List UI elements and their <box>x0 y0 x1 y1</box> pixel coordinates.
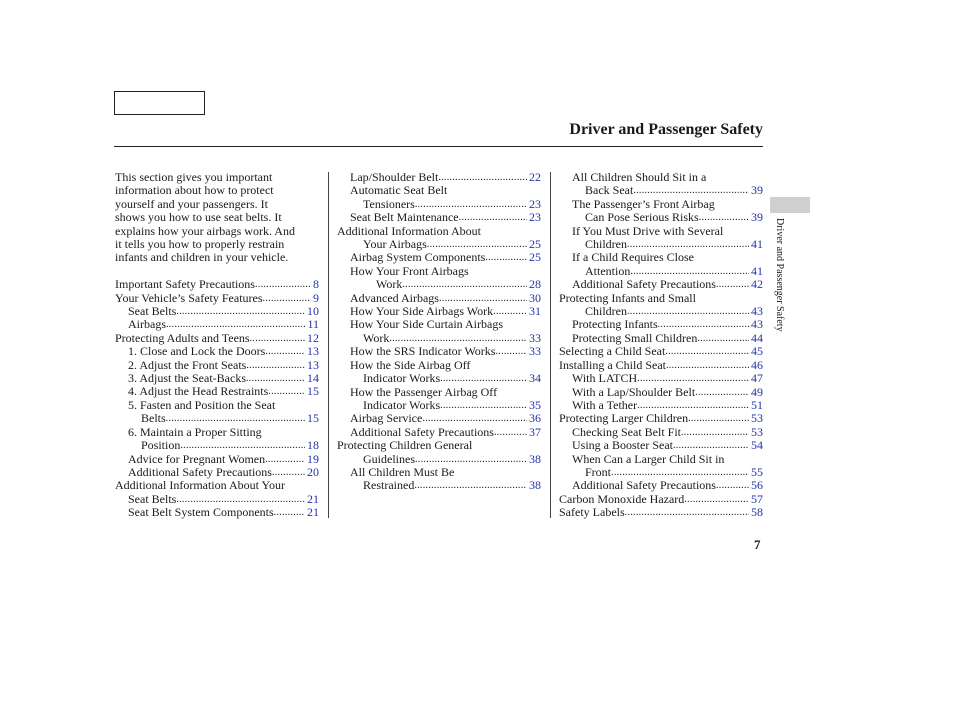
page-link[interactable]: 33 <box>529 330 541 345</box>
intro-line: infants and children in your vehicle. <box>115 250 289 265</box>
toc-entry-heading: Automatic Seat Belt <box>350 183 448 198</box>
dot-leader <box>630 265 749 278</box>
intro-line: it tells you how to properly restrain <box>115 237 285 252</box>
page-link[interactable]: 34 <box>529 371 541 386</box>
dot-leader <box>665 345 749 358</box>
page-link[interactable]: 8 <box>313 277 319 292</box>
toc-entry-heading: How the Side Airbag Off <box>350 357 471 372</box>
page-link[interactable]: 11 <box>307 317 319 332</box>
toc-entry-title: Can Pose Serious Risks <box>585 210 699 225</box>
dot-leader <box>440 399 527 412</box>
toc-entry-title: Work <box>376 277 403 292</box>
page-link[interactable]: 13 <box>307 344 319 359</box>
toc-entry-title: How the SRS Indicator Works <box>350 344 496 359</box>
page-link[interactable]: 31 <box>529 304 541 319</box>
toc-entry-heading: 5. Fasten and Position the Seat <box>128 397 276 412</box>
section-tab[interactable] <box>770 197 810 213</box>
intro-line: This section gives you important <box>115 170 273 184</box>
page-link[interactable]: 21 <box>307 505 319 520</box>
page-link[interactable]: 49 <box>751 384 763 399</box>
toc-entry-title: Additional Safety Precautions <box>350 424 494 439</box>
page-link[interactable]: 54 <box>751 438 763 453</box>
dot-leader <box>658 318 749 331</box>
toc-entry-title: With a Tether <box>572 397 638 412</box>
intro-line: explains how your airbags work. And <box>115 223 295 238</box>
toc-entry-title: Tensioners <box>363 196 415 211</box>
dot-leader <box>415 453 527 466</box>
intro-line: information about how to protect <box>115 183 274 198</box>
page-link[interactable]: 45 <box>751 344 763 359</box>
side-section-label: Driver and Passenger Safety <box>774 218 785 332</box>
toc-entry[interactable] <box>559 225 763 252</box>
toc-entry-title: Protecting Small Children <box>572 330 698 345</box>
toc-entry-title: Selecting a Child Seat <box>559 344 666 359</box>
toc-entry[interactable] <box>337 318 541 345</box>
page-link[interactable]: 25 <box>529 237 541 252</box>
column-divider <box>328 172 329 518</box>
toc-entry-title: 3. Adjust the Seat-Backs <box>128 371 246 386</box>
toc-entry-title: Airbag System Components <box>350 250 486 265</box>
page-link[interactable]: 39 <box>751 210 763 225</box>
page-link[interactable]: 30 <box>529 290 541 305</box>
dot-leader <box>637 372 749 385</box>
intro-line: shows you how to use seat belts. It <box>115 210 282 225</box>
toc-entry[interactable] <box>115 292 319 305</box>
page-link[interactable]: 42 <box>751 277 763 292</box>
dot-leader <box>180 439 305 452</box>
toc-entry[interactable] <box>337 466 541 493</box>
toc-entry-title: With a Lap/Shoulder Belt <box>572 384 696 399</box>
toc-entry[interactable] <box>559 171 763 198</box>
page-link[interactable]: 38 <box>529 451 541 466</box>
toc-column-1 <box>115 171 319 520</box>
page-link[interactable]: 55 <box>751 464 763 479</box>
page-link[interactable]: 37 <box>529 424 541 439</box>
toc-entry-title: Guidelines <box>363 451 415 466</box>
page-link[interactable]: 51 <box>751 397 763 412</box>
page-number: 7 <box>754 537 761 552</box>
dot-leader <box>459 211 527 224</box>
toc-entry[interactable] <box>115 359 319 372</box>
page-link[interactable]: 56 <box>751 478 763 493</box>
toc-entry-title: 4. Adjust the Head Restraints <box>128 384 269 399</box>
toc-entry[interactable] <box>115 332 319 345</box>
toc-entry[interactable] <box>559 453 763 480</box>
toc-entry[interactable] <box>559 292 763 319</box>
page-link[interactable]: 18 <box>307 438 319 453</box>
dot-leader <box>268 385 305 398</box>
toc-entry[interactable] <box>115 385 319 398</box>
toc-entry-heading: All Children Must Be <box>350 464 455 479</box>
toc-entry-title: Seat Belts <box>128 491 177 506</box>
toc-entry[interactable] <box>115 506 319 519</box>
toc-entry-title: Advice for Pregnant Women <box>128 451 266 466</box>
toc-entry-title: Lap/Shoulder Belt <box>350 170 439 184</box>
toc-entry[interactable] <box>337 345 541 358</box>
dot-leader <box>688 412 749 425</box>
toc-entry[interactable] <box>337 359 541 386</box>
toc-entry-heading: When Can a Larger Child Sit in <box>572 451 725 466</box>
toc-entry-title: Airbag Service <box>350 411 423 426</box>
toc-entry[interactable] <box>559 251 763 278</box>
dot-leader <box>627 305 749 318</box>
toc-entry[interactable] <box>337 225 541 252</box>
toc-entry-title: Your Vehicle’s Safety Features <box>115 290 263 305</box>
toc-entry-title: Protecting Adults and Teens <box>115 330 250 345</box>
toc-entry[interactable] <box>115 466 319 479</box>
toc-entry[interactable] <box>559 426 763 439</box>
dot-leader <box>493 305 527 318</box>
toc-entry-title: Installing a Child Seat <box>559 357 666 372</box>
dot-leader <box>637 399 749 412</box>
dot-leader <box>440 372 527 385</box>
toc-entry[interactable] <box>337 426 541 439</box>
toc-entry-title: With LATCH <box>572 371 638 386</box>
toc-entry-title: Additional Safety Precautions <box>128 464 272 479</box>
toc-entry-title: Children <box>585 237 627 252</box>
toc-entry[interactable] <box>559 372 763 385</box>
page-link[interactable]: 9 <box>313 290 319 305</box>
nav-box[interactable] <box>114 91 205 115</box>
dot-leader <box>699 211 749 224</box>
toc-entry-title: Additional Safety Precautions <box>572 478 716 493</box>
toc-entry-title: Your Airbags <box>363 237 427 252</box>
toc-entry[interactable] <box>337 211 541 224</box>
dot-leader <box>166 318 305 331</box>
header-rule <box>114 146 763 147</box>
toc-entry[interactable] <box>559 479 763 492</box>
toc-entry[interactable] <box>559 412 763 425</box>
dot-leader <box>673 439 749 452</box>
page-link[interactable]: 20 <box>307 464 319 479</box>
toc-entries-2 <box>337 171 541 493</box>
dot-leader <box>274 506 305 519</box>
dot-leader <box>415 198 527 211</box>
page-link[interactable]: 21 <box>307 491 319 506</box>
toc-entry-title: Work <box>363 330 390 345</box>
dot-leader <box>176 493 305 506</box>
toc-entry[interactable] <box>337 386 541 413</box>
toc-entry[interactable] <box>115 479 319 506</box>
intro-paragraph <box>115 171 319 265</box>
toc-entry-title: Important Safety Precautions <box>115 277 255 292</box>
toc-entry-heading: If You Must Drive with Several <box>572 223 724 238</box>
toc-entry-title: Protecting Infants <box>572 317 658 332</box>
toc-entry[interactable] <box>115 372 319 385</box>
dot-leader <box>625 506 749 519</box>
page-link[interactable]: 57 <box>751 491 763 506</box>
toc-entry-title: Restrained <box>363 478 415 493</box>
dot-leader <box>438 171 527 184</box>
toc-entry-heading: The Passenger’s Front Airbag <box>572 196 715 211</box>
page-link[interactable]: 47 <box>751 371 763 386</box>
toc-entry[interactable] <box>337 184 541 211</box>
intro-line: yourself and your passengers. It <box>115 196 268 211</box>
dot-leader <box>716 479 749 492</box>
toc-entry-title: Back Seat <box>585 183 634 198</box>
toc-entry[interactable] <box>115 305 319 318</box>
page-link[interactable]: 43 <box>751 317 763 332</box>
toc-entry-title: Seat Belt System Components <box>128 505 274 520</box>
toc-entry-heading: Protecting Infants and Small <box>559 290 696 305</box>
toc-entry[interactable] <box>559 399 763 412</box>
page-link[interactable]: 13 <box>307 357 319 372</box>
dot-leader <box>697 332 749 345</box>
page-link[interactable]: 53 <box>751 411 763 426</box>
page-link[interactable]: 14 <box>307 371 319 386</box>
page-link[interactable]: 12 <box>307 330 319 345</box>
page-link[interactable]: 53 <box>751 424 763 439</box>
page-link[interactable]: 19 <box>307 451 319 466</box>
dot-leader <box>633 184 749 197</box>
dot-leader <box>494 426 527 439</box>
toc-entry-heading: 6. Maintain a Proper Sitting <box>128 424 262 439</box>
toc-entry-heading: How Your Side Curtain Airbags <box>350 317 504 332</box>
page-link[interactable]: 28 <box>529 277 541 292</box>
page-link[interactable]: 15 <box>307 384 319 399</box>
toc-entry-heading: Protecting Children General <box>337 438 473 453</box>
toc-entry-heading: All Children Should Sit in a <box>572 170 707 184</box>
dot-leader <box>265 453 305 466</box>
page-link[interactable]: 36 <box>529 411 541 426</box>
page-link[interactable]: 25 <box>529 250 541 265</box>
toc-entry-heading: If a Child Requires Close <box>572 250 694 265</box>
toc-entry-title: Indicator Works <box>363 397 441 412</box>
dot-leader <box>611 466 749 479</box>
toc-entry[interactable] <box>559 359 763 372</box>
toc-entry[interactable] <box>559 493 763 506</box>
toc-entries-1 <box>115 278 319 519</box>
toc-entry[interactable] <box>337 292 541 305</box>
toc-entry-title: 1. Close and Lock the Doors <box>128 344 266 359</box>
dot-leader <box>716 278 749 291</box>
toc-entry[interactable] <box>115 345 319 358</box>
dot-leader <box>422 412 527 425</box>
dot-leader <box>684 493 749 506</box>
dot-leader <box>255 278 311 291</box>
toc-entry[interactable] <box>337 171 541 184</box>
toc-entry-title: Carbon Monoxide Hazard <box>559 491 685 506</box>
toc-entry[interactable] <box>559 386 763 399</box>
toc-entry-title: Advanced Airbags <box>350 290 439 305</box>
toc-entry[interactable] <box>337 265 541 292</box>
toc-entry-heading: Additional Information About Your <box>115 478 285 493</box>
dot-leader <box>485 251 527 264</box>
toc-entry-title: Children <box>585 304 627 319</box>
toc-entry[interactable] <box>559 506 763 519</box>
toc-entry[interactable] <box>115 278 319 291</box>
toc-entry[interactable] <box>115 426 319 453</box>
toc-entry-title: 2. Adjust the Front Seats <box>128 357 247 372</box>
toc-entry-title: Checking Seat Belt Fit <box>572 424 681 439</box>
toc-entry-title: Attention <box>585 263 631 278</box>
toc-entry[interactable] <box>115 318 319 331</box>
dot-leader <box>272 466 305 479</box>
toc-entry[interactable] <box>115 399 319 426</box>
page-link[interactable]: 35 <box>529 397 541 412</box>
page-link[interactable]: 15 <box>307 411 319 426</box>
dot-leader <box>389 332 527 345</box>
toc-entry[interactable] <box>559 345 763 358</box>
dot-leader <box>414 479 527 492</box>
toc-entry-title: Airbags <box>128 317 166 332</box>
toc-entry-title: Indicator Works <box>363 371 441 386</box>
section-title: Driver and Passenger Safety <box>569 121 763 138</box>
page-link[interactable]: 33 <box>529 344 541 359</box>
toc-entry-heading: How the Passenger Airbag Off <box>350 384 498 399</box>
dot-leader <box>246 359 305 372</box>
dot-leader <box>250 332 305 345</box>
page-link[interactable]: 23 <box>529 210 541 225</box>
toc-entry[interactable] <box>115 453 319 466</box>
toc-entry-title: Additional Safety Precautions <box>572 277 716 292</box>
page-link[interactable]: 43 <box>751 304 763 319</box>
toc-entry[interactable] <box>559 318 763 331</box>
toc-entry-title: Front <box>585 464 612 479</box>
dot-leader <box>263 292 311 305</box>
dot-leader <box>176 305 305 318</box>
toc-entry-title: Using a Booster Seat <box>572 438 673 453</box>
page-link[interactable]: 39 <box>751 183 763 198</box>
dot-leader <box>427 238 527 251</box>
toc-entry[interactable] <box>559 198 763 225</box>
page-link[interactable]: 46 <box>751 357 763 372</box>
toc-entries-3 <box>559 171 763 520</box>
page-link[interactable]: 22 <box>529 170 541 184</box>
dot-leader <box>402 278 527 291</box>
dot-leader <box>681 426 749 439</box>
toc-entry-title: Seat Belts <box>128 304 177 319</box>
toc-entry-title: Belts <box>141 411 166 426</box>
toc-entry-heading: Additional Information About <box>337 223 481 238</box>
column-divider <box>550 172 551 518</box>
page-link[interactable]: 23 <box>529 196 541 211</box>
dot-leader <box>166 412 305 425</box>
toc-entry-title: Protecting Larger Children <box>559 411 689 426</box>
page-link[interactable]: 58 <box>751 505 763 520</box>
toc-entry[interactable] <box>337 305 541 318</box>
toc-entry[interactable] <box>559 332 763 345</box>
page-link[interactable]: 41 <box>751 263 763 278</box>
toc-entry[interactable] <box>337 439 541 466</box>
toc-entry[interactable] <box>337 251 541 264</box>
toc-entry-title: How Your Side Airbags Work <box>350 304 494 319</box>
dot-leader <box>627 238 749 251</box>
toc-entry-title: Position <box>141 438 181 453</box>
dot-leader <box>246 372 305 385</box>
dot-leader <box>666 359 749 372</box>
toc-column-2 <box>337 171 541 493</box>
toc-entry[interactable] <box>559 439 763 452</box>
toc-entry[interactable] <box>337 412 541 425</box>
dot-leader <box>695 386 749 399</box>
page-link[interactable]: 41 <box>751 237 763 252</box>
toc-entry-heading: How Your Front Airbags <box>350 263 469 278</box>
toc-entry-title: Safety Labels <box>559 505 625 520</box>
dot-leader <box>439 292 527 305</box>
toc-entry[interactable] <box>559 278 763 291</box>
page-link[interactable]: 10 <box>307 304 319 319</box>
page-link[interactable]: 38 <box>529 478 541 493</box>
page-link[interactable]: 44 <box>751 330 763 345</box>
toc-entry-title: Seat Belt Maintenance <box>350 210 459 225</box>
dot-leader <box>265 345 305 358</box>
toc-column-3 <box>559 171 763 520</box>
dot-leader <box>495 345 527 358</box>
